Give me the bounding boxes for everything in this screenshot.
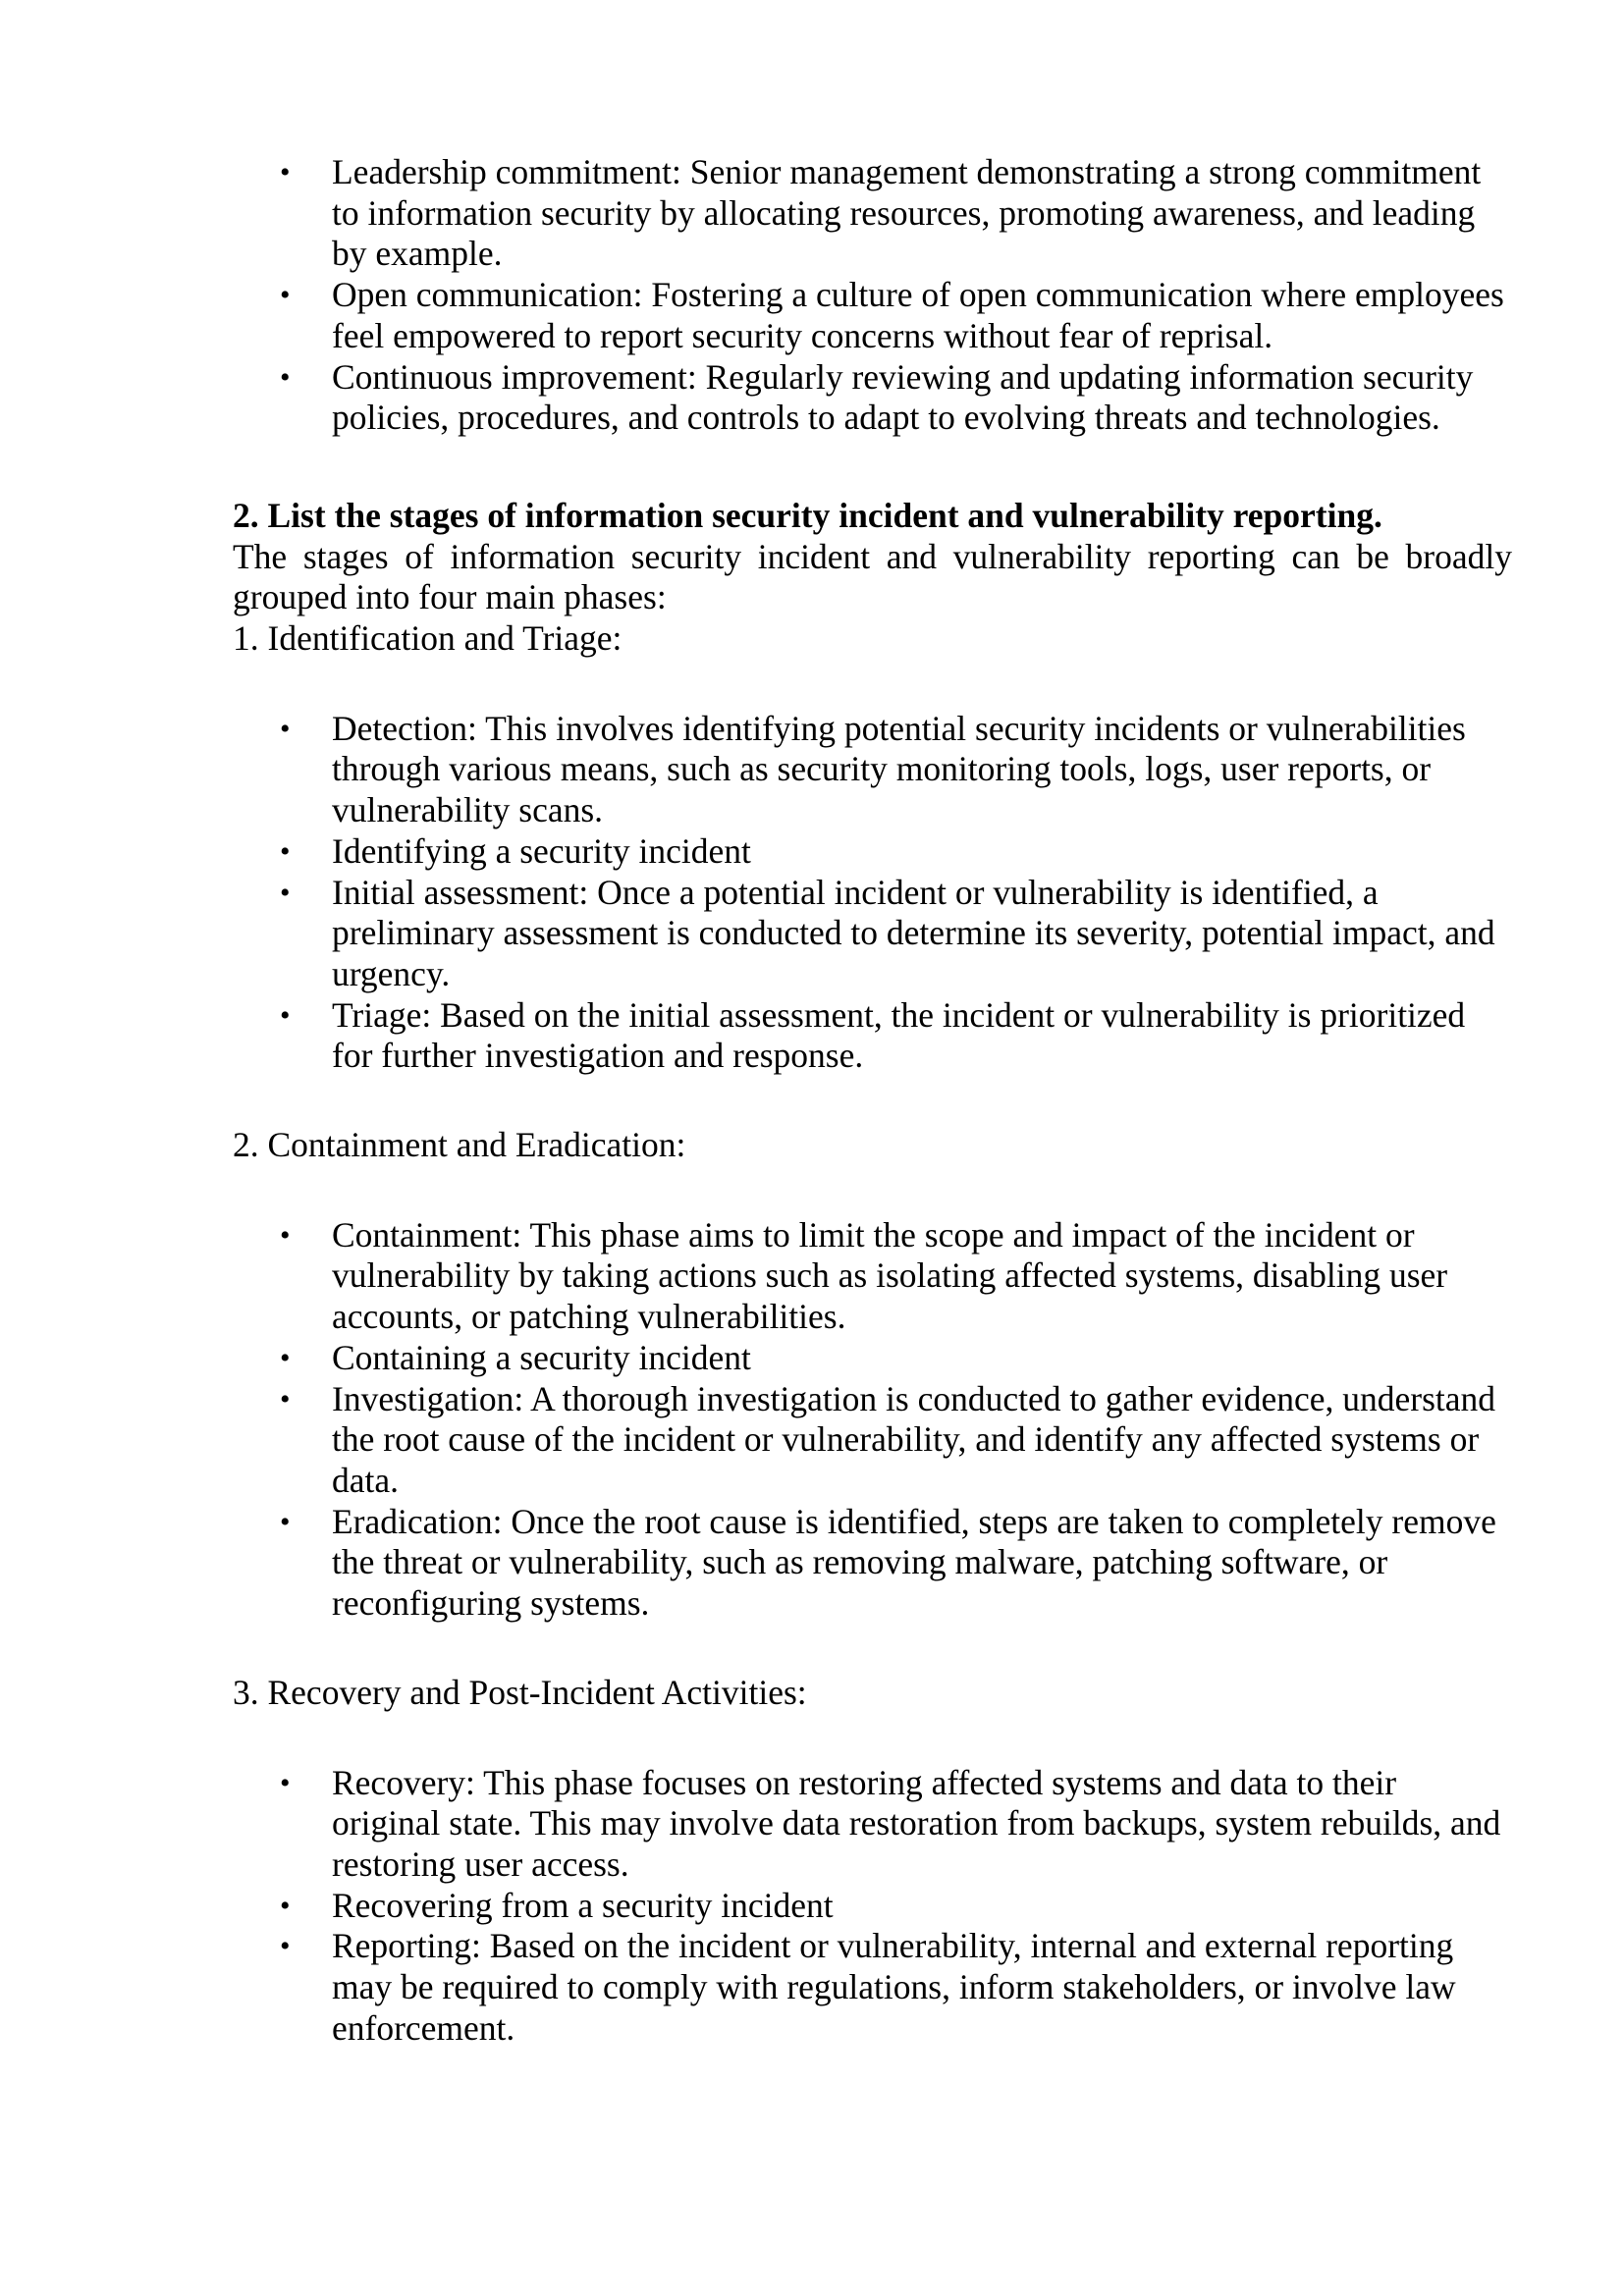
list-item: • Leadership commitment: Senior management demonstrating a strong commitment to information security by allocating resources, promoting awareness, and leading by example. bbox=[332, 152, 1512, 275]
list-item: • Open communication: Fostering a culture of open communication where employees feel empowered to report security concerns without fear of reprisal. bbox=[332, 275, 1512, 356]
section-heading: 2. List the stages of information security incident and vulnerability reporting. bbox=[233, 495, 1382, 535]
list-item: • Investigation: A thorough investigation is conducted to gather evidence, understand the root cause of the incident or vulnerability, and identify any affected systems or data. bbox=[332, 1379, 1512, 1502]
phase-title: 1. Identification and Triage: bbox=[233, 618, 623, 659]
phase-bullet-list bbox=[233, 709, 1512, 1077]
intro-bullet-list bbox=[233, 152, 1512, 439]
list-item: • Recovering from a security incident bbox=[332, 1886, 1512, 1927]
phase-title: 2. Containment and Eradication: bbox=[233, 1125, 686, 1165]
phase-title: 3. Recovery and Post-Incident Activities: bbox=[233, 1672, 807, 1712]
list-item: • Triage: Based on the initial assessment, the incident or vulnerability is prioritized for further investigation and response. bbox=[332, 995, 1512, 1077]
document-body bbox=[233, 152, 1512, 2049]
list-item: • Initial assessment: Once a potential incident or vulnerability is identified, a preliminary assessment is conducted to determine its severity, potential impact, and urgency. bbox=[332, 873, 1512, 995]
spacer bbox=[233, 1166, 1512, 1215]
phase-bullet-list bbox=[233, 1215, 1512, 1625]
list-item: • Recovery: This phase focuses on restoring affected systems and data to their original state. This may involve data restoration from backups, system rebuilds, and restoring user access. bbox=[332, 1763, 1512, 1886]
spacer bbox=[233, 660, 1512, 709]
list-item: • Containment: This phase aims to limit the scope and impact of the incident or vulnerability by taking actions such as isolating affected systems, disabling user accounts, or patching vulnerabilities. bbox=[332, 1215, 1512, 1338]
spacer bbox=[233, 1077, 1512, 1125]
phase-bullet-list bbox=[233, 1763, 1512, 2050]
list-item: • Containing a security incident bbox=[332, 1338, 1512, 1379]
list-item: • Detection: This involves identifying potential security incidents or vulnerabilities through various means, such as security monitoring tools, logs, user reports, or vulnerability scans. bbox=[332, 709, 1512, 831]
list-item: • Reporting: Based on the incident or vulnerability, internal and external reporting may be required to comply with regulations, inform stakeholders, or involve law enforcement. bbox=[332, 1926, 1512, 2049]
section-intro: The stages of information security incident and vulnerability reporting can be broadly grouped into four main phases: bbox=[233, 536, 1512, 617]
spacer bbox=[233, 1714, 1512, 1763]
list-item: • Continuous improvement: Regularly reviewing and updating information security policies, procedures, and controls to adapt to evolving threats and technologies. bbox=[332, 357, 1512, 439]
list-item: • Eradication: Once the root cause is identified, steps are taken to completely remove the threat or vulnerability, such as removing malware, patching software, or reconfiguring systems. bbox=[332, 1502, 1512, 1625]
spacer bbox=[233, 1625, 1512, 1673]
list-item: • Identifying a security incident bbox=[332, 831, 1512, 873]
spacer bbox=[233, 439, 1512, 496]
